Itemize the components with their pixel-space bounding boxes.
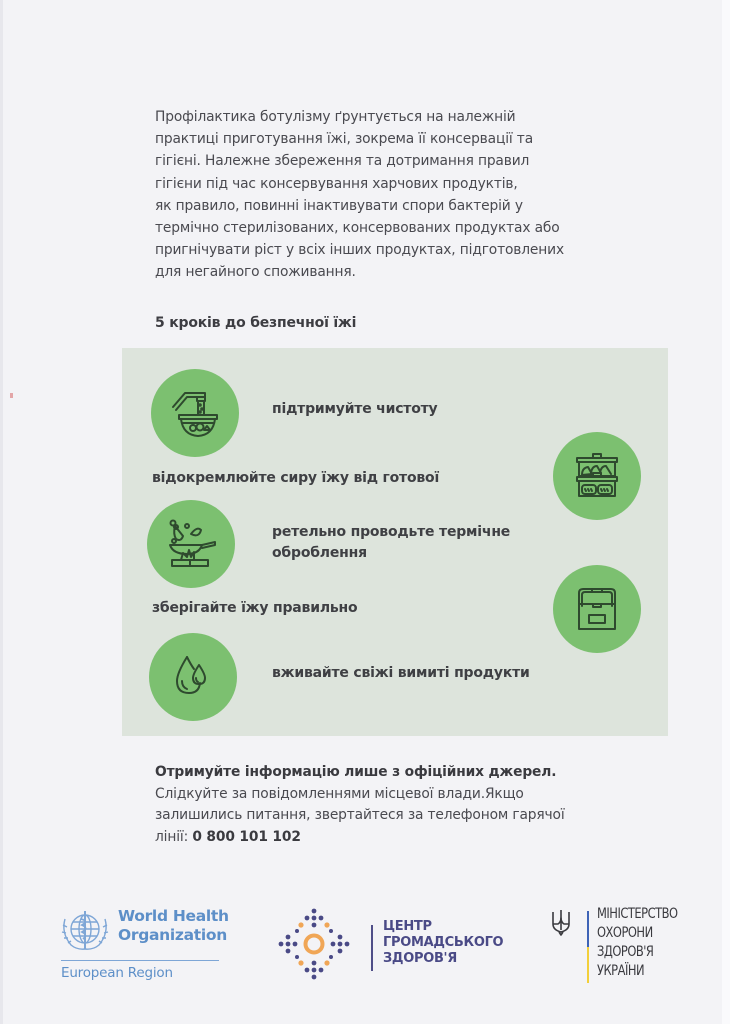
step-3-icon-circle bbox=[147, 500, 235, 588]
ministry-name-line: ОХОРОНИ bbox=[597, 925, 653, 941]
flag-blue-bar bbox=[587, 911, 589, 947]
public-health-center-divider bbox=[371, 925, 373, 971]
step-5-icon-circle bbox=[149, 633, 237, 721]
steps-panel bbox=[122, 348, 668, 736]
hotline-number: 0 800 101 102 bbox=[192, 828, 301, 845]
step-3-label-line: оброблення bbox=[272, 545, 367, 561]
step-3-label-line: ретельно проводьте термічне bbox=[272, 524, 511, 540]
frying-pan-on-stove-icon bbox=[161, 514, 221, 574]
official-line: Слідкуйте за повідомленнями місцевої влади.Якщо bbox=[155, 785, 524, 802]
intro-line: пригнічувати ріст у всіх інших продуктах, підготовлених bbox=[155, 242, 564, 259]
public-health-center-name-line: ЦЕНТР bbox=[383, 919, 432, 934]
hotline-prefix: лінії: bbox=[155, 828, 193, 845]
ministry-name-line: ЗДОРОВ'Я bbox=[597, 944, 654, 960]
hotline-line bbox=[155, 827, 635, 849]
who-europe-logo bbox=[55, 903, 229, 985]
intro-line: Профілактика ботулізму ґрунтується на належній bbox=[155, 109, 516, 125]
ministry-of-health-logo bbox=[545, 903, 695, 993]
stacked-food-containers-icon bbox=[567, 446, 627, 506]
intro-paragraph bbox=[155, 106, 605, 284]
steps-title: 5 кроків до безпечної їжі bbox=[155, 315, 357, 331]
scan-artifact bbox=[10, 393, 13, 398]
ministry-name-line: МІНІСТЕРСТВО bbox=[597, 906, 678, 922]
public-health-center-logo bbox=[275, 905, 505, 985]
official-line: залишились питання, звертайтеся за телефоном гарячої bbox=[155, 807, 565, 823]
step-4-label: зберігайте їжу правильно bbox=[152, 600, 358, 616]
step-2-label: відокремлюйте сиру їжу від готової bbox=[152, 470, 440, 486]
step-3-label bbox=[272, 522, 510, 564]
official-sources-heading: Отримуйте інформацію лише з офіційних джерел. bbox=[155, 764, 557, 780]
ministry-of-health-name bbox=[597, 905, 678, 981]
intro-line: гігієні. Належне збереження та дотримання правил bbox=[155, 153, 530, 170]
cooler-box-icon bbox=[567, 579, 627, 639]
who-emblem-icon bbox=[57, 905, 113, 955]
intro-line: термічно стерилізованих, консервованих продуктах або bbox=[155, 220, 560, 237]
intro-line: для негайного споживання. bbox=[155, 264, 356, 281]
public-health-center-name-line: ЗДОРОВ'Я bbox=[383, 951, 457, 966]
public-health-center-mark-icon bbox=[275, 905, 353, 983]
step-2-icon-circle bbox=[553, 432, 641, 520]
who-divider bbox=[61, 960, 219, 961]
intro-line: практиці приготування їжі, зокрема її консервації та bbox=[155, 131, 534, 148]
official-sources-notice bbox=[155, 762, 635, 848]
who-region: European Region bbox=[61, 965, 173, 981]
public-health-center-name bbox=[383, 919, 503, 967]
trident-icon bbox=[550, 908, 572, 936]
water-drops-icon bbox=[163, 647, 223, 707]
ministry-name-line: УКРАЇНИ bbox=[597, 963, 645, 979]
step-5-label: вживайте свіжі вимиті продукти bbox=[272, 665, 530, 681]
step-4-icon-circle bbox=[553, 565, 641, 653]
flag-yellow-bar bbox=[587, 947, 589, 983]
who-name-line: Organization bbox=[118, 926, 228, 944]
faucet-washing-bowl-icon bbox=[165, 383, 225, 443]
step-1-icon-circle bbox=[151, 369, 239, 457]
intro-line: гігієни під час консервування харчових продуктів, bbox=[155, 175, 518, 192]
intro-line: як правило, повинні інактивувати спори бактерій у bbox=[155, 197, 523, 214]
step-1-label: підтримуйте чистоту bbox=[272, 401, 438, 417]
public-health-center-name-line: ГРОМАДСЬКОГО bbox=[383, 935, 504, 950]
who-name-line: World Health bbox=[118, 907, 229, 925]
who-name bbox=[118, 907, 229, 945]
